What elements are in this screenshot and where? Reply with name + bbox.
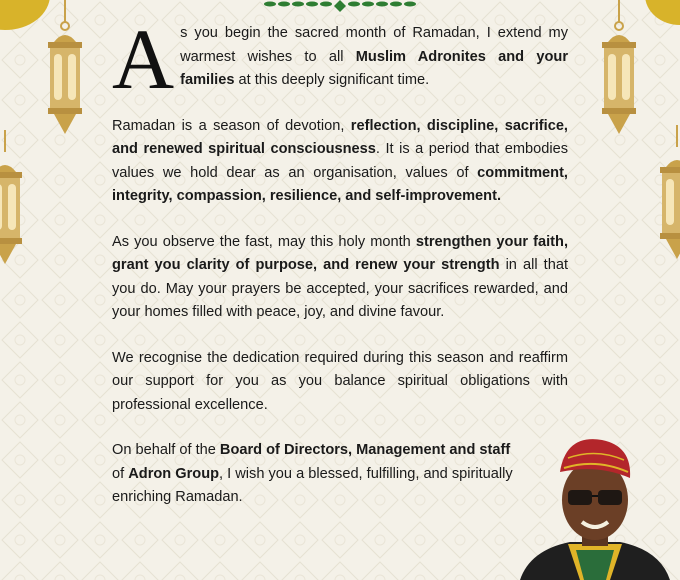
text: Ramadan is a season of devotion, xyxy=(112,117,351,134)
paragraph-support xyxy=(112,347,568,418)
leaf-ornament-icon xyxy=(260,0,420,12)
bold-text: commitment, integrity, compassion, resilience, and self-improvement. xyxy=(112,164,568,204)
lantern-icon xyxy=(0,130,30,270)
portrait-image xyxy=(510,430,680,580)
paragraph-prayer xyxy=(112,231,568,325)
bold-text: Muslim Adronites and your families xyxy=(180,48,568,88)
text: . It is a period that embodies values we hold dear as an organisation, values of xyxy=(112,141,568,181)
text: , I wish you a blessed, fulfilling, and spiritually enriching Ramadan. xyxy=(112,465,513,505)
text: We recognise the dedication required during this season and reaffirm our support for you as you balance spiritual obligations with professional excellence. xyxy=(112,349,568,413)
bold-text: strengthen your faith, grant you clarity of purpose, and renew your strength xyxy=(112,233,569,273)
bold-text: Adron Group xyxy=(128,465,220,482)
text: of xyxy=(112,465,129,482)
lantern-icon xyxy=(652,125,680,265)
text: at this deeply significant time. xyxy=(234,72,430,88)
text: s you begin the sacred month of Ramadan, I extend my warmest wishes to all xyxy=(180,25,568,65)
paragraph-closing xyxy=(112,439,522,510)
drop-cap: A xyxy=(112,11,175,107)
letter-body xyxy=(112,11,569,532)
text: As you observe the fast, may this holy month xyxy=(112,233,416,250)
paragraph-values xyxy=(112,115,568,209)
bold-text: reflection, discipline, sacrifice, and renewed spiritual consciousness xyxy=(112,117,568,157)
lantern-icon xyxy=(594,0,644,140)
text: On behalf of the xyxy=(112,442,220,458)
text: in all that you do. May your prayers be accepted, your sacrifices rewarded, and your homes filled with peace, joy, and divine favour. xyxy=(112,257,569,320)
lantern-icon xyxy=(40,0,90,140)
bold-text: Board of Directors, Management and staff xyxy=(219,442,511,458)
paragraph-greeting xyxy=(112,11,568,107)
